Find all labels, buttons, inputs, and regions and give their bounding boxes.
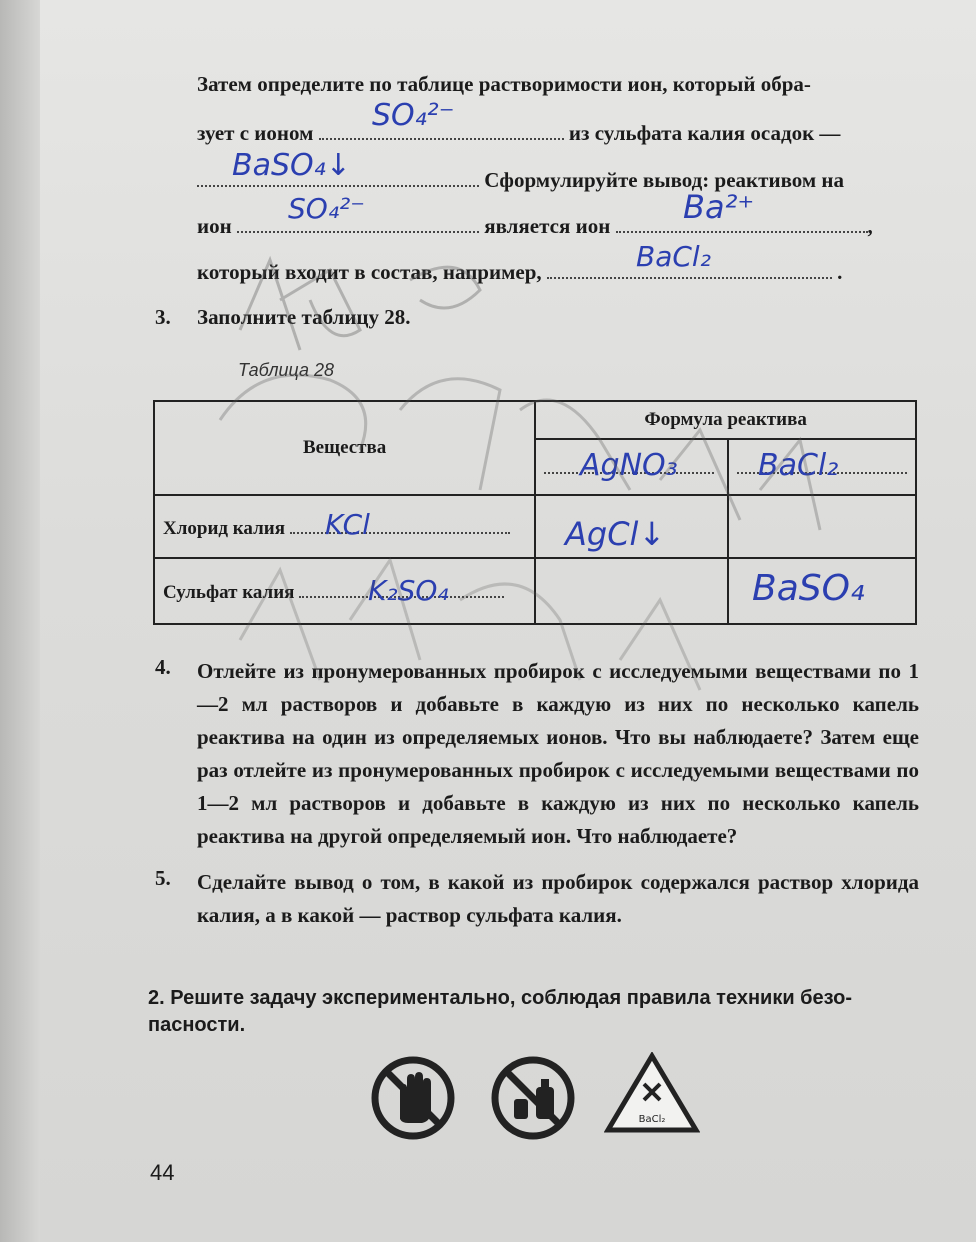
handwritten-agno3: AgNO₃ (580, 448, 678, 483)
text-segment: ион (197, 214, 232, 238)
item-5-text: Сделайте вывод о том, в какой из пробирок содержался раствор хлорида калия, а в какой — раствор сульфата калия. (197, 870, 919, 927)
item-number: 3. (155, 305, 171, 329)
item-number: 5. (155, 866, 171, 890)
page-number: 44 (150, 1160, 175, 1185)
text-segment: Сформулируйте вывод: реактивом на (484, 168, 845, 192)
text-segment: является ион (484, 214, 611, 238)
no-hands-icon (370, 1055, 456, 1141)
handwritten-example: BaCl₂ (636, 240, 711, 273)
text-segment: который входит в состав, например, (197, 260, 542, 284)
row-k2so4 (154, 558, 535, 624)
header-substances-label: Вещества (302, 437, 387, 458)
text-segment: из сульфата калия осадок — (568, 121, 841, 145)
row-kcl-label: Хлорид калия (163, 517, 285, 539)
handwritten-baso4: BaSO₄ (752, 568, 865, 609)
no-smelling-icon (490, 1055, 576, 1141)
text-segment: зует с ионом (197, 121, 314, 145)
header-formula-label: Формула реактива (644, 409, 807, 430)
task-2-heading: 2. Решите задачу экспериментально, соблюдая правила техники безопасности. (148, 987, 852, 1036)
handwritten-precipitate: BaSO₄↓ (232, 148, 351, 183)
item-4-text: Отлейте из пронумерованных пробирок с исследуемыми веществами по 1—2 мл растворов и добавьте в каждую из них по несколько капель реактива на один из определяемых ионов. Что вы наблюдаете? Затем еще раз отлейте из пронумерованных пробирок с исследуемыми веществами по 1—2 мл растворов и добавьте в каждую из них по несколько капель реактива на другой определяемый ион. Что наблюдаете? (197, 659, 919, 848)
handwritten-bacl2: BaCl₂ (758, 448, 839, 483)
handwritten-ion-2: SO₄²⁻ (288, 192, 366, 225)
header-substances (154, 401, 535, 495)
item-number: 4. (155, 655, 171, 679)
handwritten-k2so4: K₂SO₄ (368, 574, 449, 607)
text-line-4: ион является ион , (197, 214, 873, 238)
fill-blank (290, 514, 510, 534)
hazard-warning-icon (604, 1052, 700, 1134)
row-k2so4-label: Сульфат калия (163, 582, 295, 603)
text-line-2 (197, 117, 840, 150)
handwritten-kcl: KCl (325, 508, 370, 541)
hazard-label: BaCl₂ (638, 1114, 666, 1125)
table-caption: Таблица 28 (238, 360, 335, 380)
header-formula (535, 401, 916, 439)
cell-kcl-bacl2 (728, 495, 916, 558)
item-3-text: Заполните таблицу 28. (197, 305, 411, 329)
text-line-5: который входит в состав, например, . (197, 260, 843, 284)
handwritten-reagent-ion: Ba²⁺ (683, 188, 755, 226)
handwritten-ion: SO₄²⁻ (372, 98, 455, 133)
handwritten-agcl: AgCl↓ (565, 515, 666, 553)
text-line-1: Затем определите по таблице растворимости ион, который обра- (197, 72, 811, 96)
cell-k2so4-agno3 (535, 558, 728, 624)
